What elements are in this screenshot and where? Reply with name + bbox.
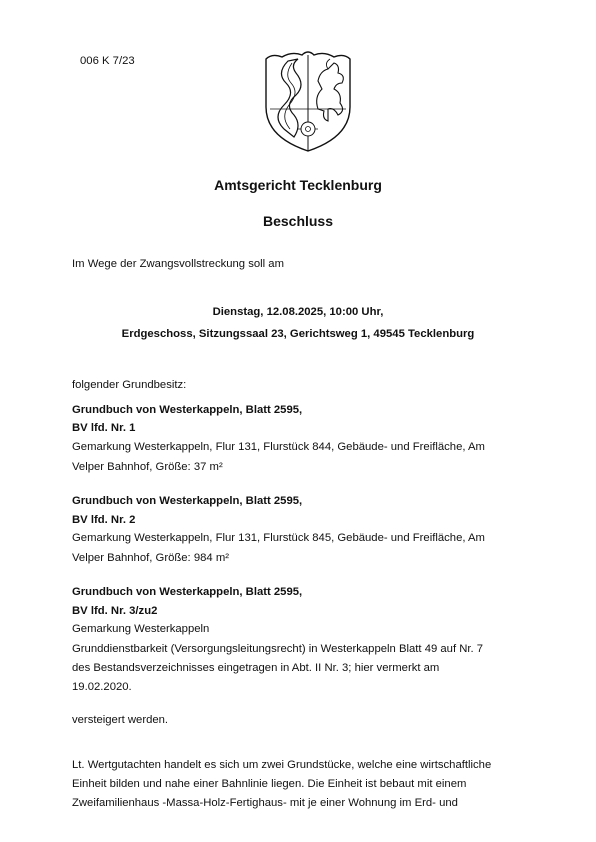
property-detail-line: 19.02.2020. [72, 681, 132, 693]
property-register: Grundbuch von Westerkappeln, Blatt 2595, [72, 495, 303, 507]
intro-text: Im Wege der Zwangsvollstreckung soll am [72, 258, 285, 270]
property-detail-line: Gemarkung Westerkappeln, Flur 131, Flurstück 844, Gebäude- und Freifläche, Am [72, 441, 485, 453]
property-number: BV lfd. Nr. 1 [72, 422, 136, 434]
document-type: Beschluss [262, 213, 334, 229]
court-title: Amtsgericht Tecklenburg [214, 177, 382, 193]
property-detail-line: Gemarkung Westerkappeln [72, 623, 210, 635]
property-detail-line: Grunddienstbarkeit (Versorgungsleitungsrecht) in Westerkappeln Blatt 49 auf Nr. 7 [72, 643, 484, 655]
property-intro: folgender Grundbesitz: [72, 379, 187, 391]
property-number: BV lfd. Nr. 2 [72, 514, 136, 526]
appraisal-line: Zweifamilienhaus -Massa-Holz-Fertighaus- mit je einer Wohnung im Erd- und [72, 797, 458, 809]
outro-text: versteigert werden. [72, 714, 169, 726]
property-number: BV lfd. Nr. 3/zu2 [72, 605, 158, 617]
property-detail-line: Gemarkung Westerkappeln, Flur 131, Flurstück 845, Gebäude- und Freifläche, Am [72, 532, 485, 544]
appraisal-line: Lt. Wertgutachten handelt es sich um zwei Grundstücke, welche eine wirtschaftliche [72, 759, 492, 771]
property-register: Grundbuch von Westerkappeln, Blatt 2595, [72, 586, 303, 598]
appraisal-line: Einheit bilden und nahe einer Bahnlinie liegen. Die Einheit ist bebaut mit einem [72, 778, 467, 790]
property-detail-line: des Bestandsverzeichnisses eingetragen in Abt. II Nr. 3; hier vermerkt am [72, 662, 440, 674]
appointment-date: Dienstag, 12.08.2025, 10:00 Uhr, [212, 306, 384, 318]
nrw-coat-of-arms-icon [262, 49, 354, 153]
property-detail-line: Velper Bahnhof, Größe: 984 m² [72, 552, 229, 564]
case-number: 006 K 7/23 [80, 55, 135, 67]
property-detail-line: Velper Bahnhof, Größe: 37 m² [72, 461, 223, 473]
property-register: Grundbuch von Westerkappeln, Blatt 2595, [72, 404, 303, 416]
appointment-place: Erdgeschoss, Sitzungssaal 23, Gerichtsweg 1, 49545 Tecklenburg [121, 328, 475, 340]
